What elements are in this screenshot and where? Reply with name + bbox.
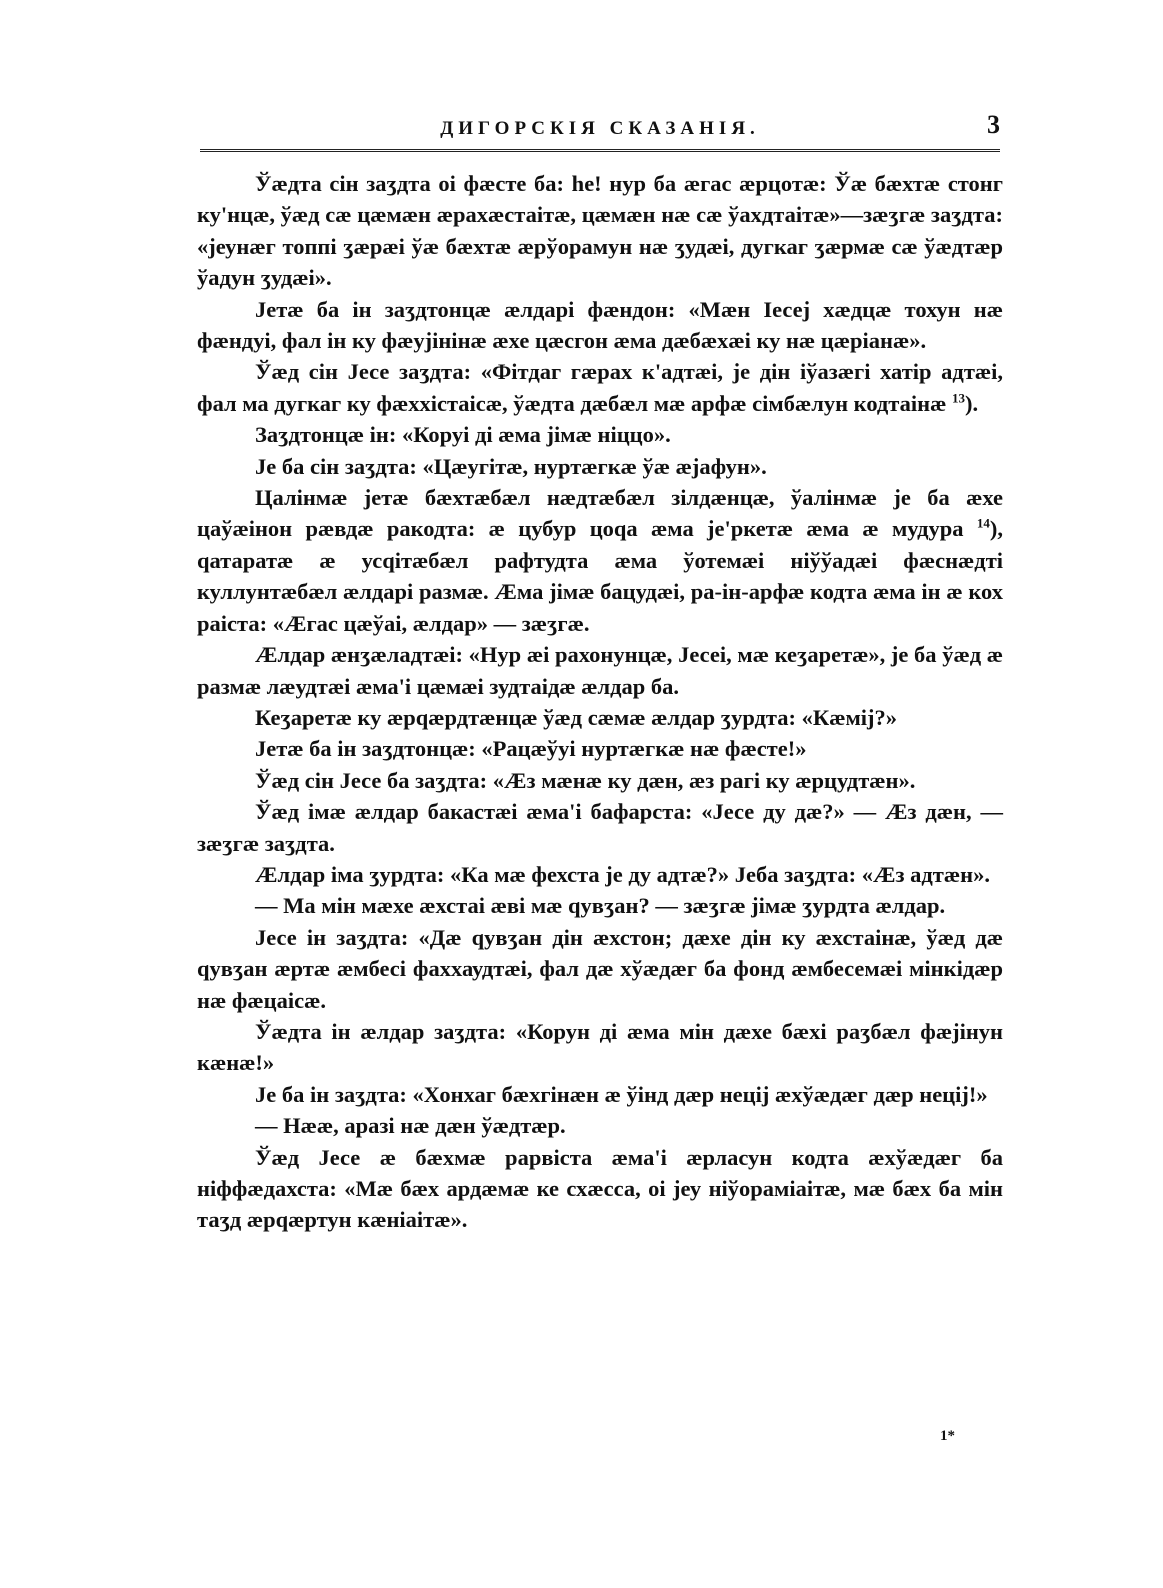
paragraph-text: Цалінмӕ јетӕ бӕхтӕбӕл нӕдтӕбӕл зілдӕнцӕ, ўалінмӕ јe ба ӕхе цаўӕінон рӕвдӕ ракодта: ӕ цубур цоqа ӕма јe'ркетӕ ӕма ӕ мудура — [197, 485, 1003, 542]
paragraph: Ўӕд Јесе ӕ бӕхмӕ рарвіста ӕма'і ӕрласун кодта ӕхўӕдӕг ба ніффӕдахста: «Мӕ бӕх ардӕмӕ ке схӕсса, оі јеу ніўораміаітӕ, мӕ бӕх ба мін таӡд ӕрqӕртун кӕніаітӕ». — [197, 1144, 1003, 1233]
paragraph: — Ма мін мӕхе ӕхстаі ӕві мӕ qувӡан? — зӕӡгӕ јімӕ ӡурдта ӕлдар. — [255, 893, 946, 919]
paragraph-text: Ўӕд сін Јесе заӡдта: «Фітдаг гӕрах к'адтӕі, јe дін іўазӕгі хатір адтӕі, фал ма дугкаг ку фӕххістаісӕ, ўӕдта дӕбӕл мӕ арфӕ сімбӕлун кодтаінӕ — [197, 359, 1003, 416]
paragraph: Ўӕд сін Јесе ба заӡдта: «Ӕз мӕнӕ ку дӕн, ӕз рагі ку ӕрцудтӕн». — [255, 767, 916, 793]
paragraph: Кеӡаретӕ ку ӕрqӕрдтӕнцӕ ўӕд сӕмӕ ӕлдар ӡурдта: «Кӕміј?» — [255, 704, 898, 730]
paragraph: Ӕлдар іма ӡурдта: «Ка мӕ фехста јe ду адтӕ?» Јеба заӡдта: «Ӕз адтӕн». — [255, 861, 990, 887]
footnote-ref: 13 — [951, 390, 965, 406]
footnote-ref: 14 — [976, 515, 990, 531]
paragraph-tail: ). — [964, 390, 979, 416]
paragraph-tail: ), qатаратӕ ӕ усqітӕбӕл рафтудта ӕма ўотемӕі ніўўадӕі фӕснӕдті куллунтӕбӕл ӕлдарі размӕ. Ӕма јімӕ бацудӕі, ра-ін-арфӕ кодта ӕма ін ӕ кох раіста: «Ӕгас цӕўаі, ӕлдар» — зӕӡгӕ. — [197, 516, 1003, 636]
paragraph-text: Јетӕ ба ін заӡдтонцӕ ӕлдарі фӕндон: «Мӕн Іесеј хӕдцӕ тохун нӕ фӕндуі, фал ін ку фӕујінінӕ ӕхе цӕсгон ӕма дӕбӕхӕі ку нӕ цӕріанӕ». — [197, 296, 1003, 354]
header-rule — [200, 149, 1000, 152]
paragraph: Ӕлдар ӕнӡӕладтӕі: «Нур ӕі рахонунцӕ, Јесеі, мӕ кеӡаретӕ», јe ба ўӕд ӕ размӕ лӕудтӕі ӕма'і цӕмӕі зудтаідӕ ӕлдар ба. — [197, 642, 1003, 699]
paragraph: Јетӕ ба ін заӡдтонцӕ: «Рацӕўуі нуртӕгкӕ нӕ фӕсте!» — [255, 736, 807, 762]
paragraph: Заӡдтонцӕ ін: «Коруі ді ӕма јімӕ ніццо». — [255, 422, 671, 448]
body-text — [197, 168, 1003, 1236]
paragraph: Јесе ін заӡдта: «Дӕ qувӡан дін ӕхстон; дӕхе дін ку ӕхстаінӕ, ўӕд дӕ qувӡан ӕртӕ ӕмбесі фаххаудтӕі, фал дӕ хўӕдӕг ба фонд ӕмбесемӕі мінкідӕр нӕ фӕцаісӕ. — [197, 924, 1003, 1013]
paragraph — [197, 294, 1003, 357]
paragraph: Јe ба сін заӡдта: «Цӕугітӕ, нуртӕгкӕ ўӕ ӕјафун». — [255, 453, 767, 479]
page-header — [200, 110, 1000, 150]
signature-mark: 1* — [940, 1428, 955, 1444]
paragraph: Ўӕдта ін ӕлдар заӡдта: «Корун ді ӕма мін дӕхе бӕхі раӡбӕл фӕјінун кӕнӕ!» — [197, 1018, 1003, 1076]
paragraph — [197, 356, 1003, 419]
paragraph: Ўӕд імӕ ӕлдар бакастӕі ӕма'і бафарста: «Јесе ду дӕ?» — Ӕз дӕн, — зӕӡгӕ заӡдта. — [197, 799, 1003, 856]
running-title: ДИГОРСКІЯ СКАЗАНІЯ. — [440, 118, 760, 139]
paragraph: Јe ба ін заӡдта: «Хонхаг бӕхгінӕн ӕ ўінд дӕр неціј ӕхўӕдӕг дӕр неціј!» — [255, 1081, 988, 1107]
paragraph: — Нӕӕ, аразі нӕ дӕн ўӕдтӕр. — [255, 1113, 566, 1139]
paragraph — [197, 482, 1003, 639]
paragraph: Ўӕдта сін заӡдта оі фӕсте ба: hе! нур ба ӕгас ӕрцотӕ: Ўӕ бӕхтӕ стонг ку'нцӕ, ўӕд сӕ цӕмӕн ӕрахӕстаітӕ, цӕмӕн нӕ сӕ ўахдтаітӕ»—зӕӡгӕ заӡдта: «јеунӕг топпі ӡӕрӕі ўӕ бӕхтӕ ӕрўорамун нӕ ӡудӕі, дугкаг ӡӕрмӕ сӕ ўӕдтӕр ўадун ӡудӕі». — [197, 171, 1003, 291]
page-number: 3 — [987, 110, 1000, 139]
